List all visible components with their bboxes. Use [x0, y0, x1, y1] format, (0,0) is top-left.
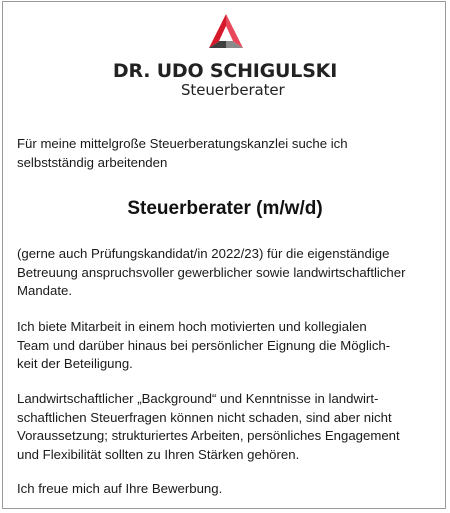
paragraph-line: (gerne auch Prüfungskandidat/in 2022/23) für die eigenständige [17, 246, 390, 261]
paragraph-line: und Flexibilität sollten zu Ihren Stärken gehören. [17, 446, 300, 462]
paragraph-line: Landwirtschaftlicher „Background“ und Kenntnisse in landwirt- [17, 391, 379, 406]
paragraph-line: schaftlichen Steuerfragen können nicht schaden, sind aber nicht [17, 409, 392, 425]
brand-subtitle: Steuerberater [181, 81, 285, 99]
paragraph-line: Betreuung anspruchsvoller gewerblicher sowie landwirtschaftlicher [17, 264, 406, 280]
job-title: Steuerberater (m/w/d) [127, 198, 323, 219]
paragraph-2 [17, 318, 437, 374]
paragraph-line: Team und darüber hinaus bei persönlicher Eignung die Möglich- [17, 337, 391, 353]
paragraph-line: Ich biete Mitarbeit in einem hoch motivierten und kollegialen [17, 319, 367, 334]
closing-line [17, 480, 437, 499]
intro-paragraph [17, 135, 437, 172]
intro-line: Für meine mittelgroße Steuerberatungskanzlei suche ich [17, 136, 348, 151]
paragraph-line: Mandate. [17, 283, 72, 298]
paragraph-line: keit der Beteiligung. [17, 356, 133, 371]
brand-name: DR. UDO SCHIGULSKI [112, 60, 338, 82]
paragraph-line: Voraussetzung; strukturiertes Arbeiten, persönliches Engagement [17, 428, 400, 443]
intro-line: selbstständig arbeitenden [17, 154, 168, 170]
triangle-logo-icon [206, 12, 246, 52]
paragraph-1 [17, 245, 437, 301]
closing-text: Ich freue mich auf Ihre Bewerbung. [17, 481, 223, 496]
paragraph-3 [17, 390, 437, 464]
